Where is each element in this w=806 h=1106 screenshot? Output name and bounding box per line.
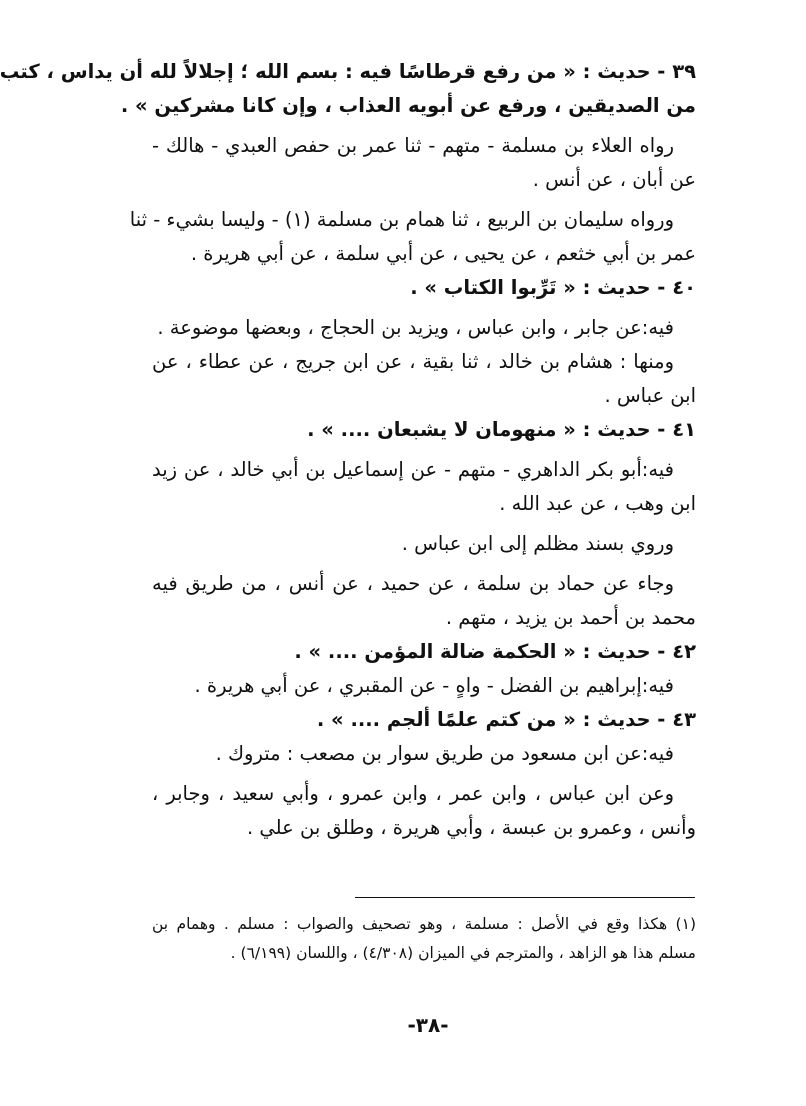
hadith-40-heading: ٤٠ - حديث : « تَرِّبوا الكتاب » . [410,276,696,299]
hadith-41-narration-2: وروي بسند مظلم إلى ابن عباس . [401,532,674,555]
hadith-42-heading: ٤٢ - حديث : « الحكمة ضالة المؤمن .... » . [294,640,696,663]
hadith-43-narration-1: فيه:عن ابن مسعود من طريق سوار بن مصعب : متروك . [215,742,674,765]
hadith-41-narration-1-cont: ابن وهب ، عن عبد الله . [499,492,696,515]
hadith-41-heading: ٤١ - حديث : « منهومان لا يشبعان .... » . [307,418,696,441]
footnote-1-line-1: (١) هكذا وقع في الأصل : مسلمة ، وهو تصحيف والصواب : مسلم . وهمام بن [152,915,696,933]
hadith-40-narration-2-cont: ابن عباس . [604,384,696,407]
hadith-43-narration-2-cont: وأنس ، وعمرو بن عبسة ، وأبي هريرة ، وطلق بن علي . [247,816,696,839]
page-number: -٣٨- [407,1013,449,1037]
hadith-39-narration-1-cont: عن أبان ، عن أنس . [532,168,696,191]
hadith-39-heading-cont: من الصديقين ، ورفع عن أبويه العذاب ، وإن كانا مشركين » . [120,94,696,117]
footnotes [152,910,696,968]
hadith-39-narration-2-cont: عمر بن أبي خثعم ، عن يحيى ، عن أبي سلمة ، عن أبي هريرة . [190,242,696,265]
hadith-40-narration-2: ومنها : هشام بن خالد ، ثنا بقية ، عن ابن جريج ، عن عطاء ، عن [152,350,674,373]
hadith-41-narration-3-cont: محمد بن أحمد بن يزيد ، متهم . [445,606,696,629]
hadith-43-heading: ٤٣ - حديث : « من كتم علمًا ألجم .... » . [316,708,696,731]
hadith-40-narration-1: فيه:عن جابر ، وابن عباس ، ويزيد بن الحجاج ، وبعضها موضوعة . [157,316,674,339]
hadith-41-narration-1: فيه:أبو بكر الداهري - متهم - عن إسماعيل بن أبي خالد ، عن زيد [152,458,674,481]
hadith-42-narration: فيه:إبراهيم بن الفضل - واهٍ - عن المقبري ، عن أبي هريرة . [194,674,674,697]
hadith-43-narration-2: وعن ابن عباس ، وابن عمر ، وابن عمرو ، وأبي سعيد ، وجابر ، [152,782,674,805]
page-body [0,55,696,845]
hadith-39-narration-2: ورواه سليمان بن الربيع ، ثنا همام بن مسلمة (١) - وليسا بشيء - ثنا [129,208,674,231]
hadith-41-narration-3: وجاء عن حماد بن سلمة ، عن حميد ، عن أنس ، من طريق فيه [152,572,674,595]
footnote-1-line-2: مسلم هذا هو الزاهد ، والمترجم في الميزان (٤/٣٠٨) ، واللسان (٦/١٩٩) . [230,944,696,962]
footnote-divider [355,897,695,898]
hadith-39-narration-1: رواه العلاء بن مسلمة - متهم - ثنا عمر بن حفص العبدي - هالك - [152,134,674,157]
hadith-39-heading: ٣٩ - حديث : « من رفع قرطاسًا فيه : بسم الله ؛ إجلالاً لله أن يداس ، كتب [0,60,696,83]
